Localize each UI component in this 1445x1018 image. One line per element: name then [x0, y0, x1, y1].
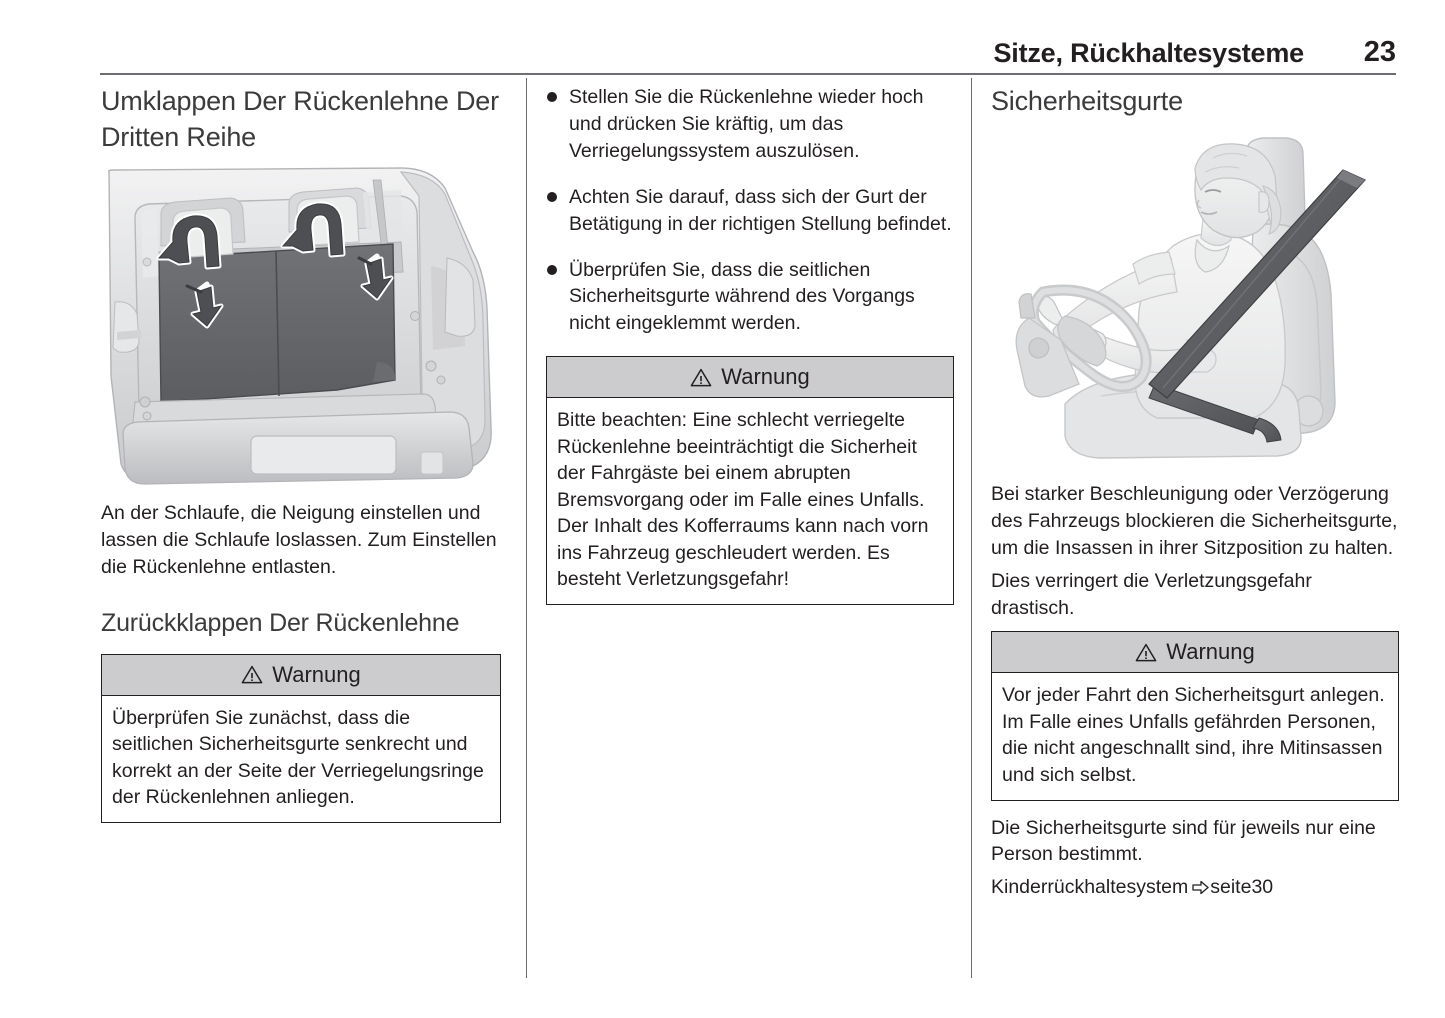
- cross-reference-label: Kinderrückhaltesystem: [991, 876, 1189, 899]
- column-separator-2: [971, 78, 972, 978]
- column-two: [546, 84, 954, 605]
- warning-triangle-icon: [241, 665, 263, 684]
- warning-text-part-2: Der Inhalt des Kofferraums kann nach vorn ins Fahrzeug geschleudert werden. Es besteht Verletzungsgefahr!: [557, 515, 929, 591]
- warning-text-part-1: Bitte beachten: Eine schlecht verriegelte Rückenlehne beeinträchtigt die Sicherheit der Fahrgäste bei einem abrupten Bremsvorgang oder im Falle eines Unfalls.: [557, 409, 925, 511]
- paragraph-blockieren-part-2: Dies verringert die Verletzungsgefahr drastisch.: [991, 569, 1312, 619]
- header-rule: [100, 73, 1396, 75]
- page-number: 23: [1363, 36, 1396, 68]
- list-item: [546, 257, 954, 338]
- warning-triangle-icon: [1135, 643, 1157, 662]
- section-heading-sicherheitsgurte: Sicherheitsgurte: [991, 86, 1183, 116]
- warning-label: Warnung: [1166, 639, 1255, 665]
- bullet-dot-icon: [547, 265, 557, 275]
- warning-box-header: [992, 632, 1398, 673]
- section-heading-umklappen: Umklappen Der Rückenlehne Der Dritten Reihe: [101, 86, 499, 152]
- cross-reference-line: [991, 874, 1399, 901]
- warning-box-column-three: [991, 631, 1399, 800]
- warning-box-header: [102, 655, 500, 696]
- column-one: [101, 84, 501, 823]
- warning-box-column-two: [546, 356, 954, 605]
- warning-box-body: [102, 696, 500, 822]
- bullet-dot-icon: [547, 92, 557, 102]
- warning-text: Überprüfen Sie zunächst, dass die seitlichen Sicherheitsgurte senkrecht und korrekt an der Seite der Verriegelungsringe der Rückenlehnen anliegen.: [112, 706, 484, 809]
- cross-reference-target[interactable]: seite30: [1210, 876, 1274, 899]
- paragraph-schlaufe: An der Schlaufe, die Neigung einstellen und lassen die Schlaufe loslassen. Zum Einstellen die Rückenlehne entlasten.: [101, 501, 497, 578]
- column-separator-1: [526, 78, 527, 978]
- warning-text-part-2: Im Falle eines Unfalls gefährden Personen, die nicht angeschnallt sind, ihre Mitinsassen und sich selbst.: [1002, 710, 1383, 786]
- figure-driver-seatbelt: [991, 134, 1399, 469]
- paragraph-closing-part-1: Die Sicherheitsgurte sind für jeweils nur eine Person bestimmt.: [991, 816, 1376, 866]
- warning-label: Warnung: [272, 661, 361, 687]
- page-title: Sitze, Rückhaltesysteme: [993, 38, 1304, 68]
- warning-text-part-1: Vor jeder Fahrt den Sicherheitsgurt anlegen.: [1002, 684, 1385, 707]
- warning-box-header: [547, 357, 953, 398]
- instruction-bullet-list: [546, 84, 954, 337]
- warning-box-body: [992, 673, 1398, 799]
- bullet-dot-icon: [547, 192, 557, 202]
- page-header: [100, 38, 1396, 78]
- rightwards-arrow-icon: [1192, 876, 1209, 891]
- list-item: [546, 84, 954, 165]
- figure-trunk-seatback-fold: [101, 166, 501, 486]
- paragraph-blockieren-part-1: Bei starker Beschleunigung oder Verzögerung des Fahrzeugs blockieren die Sicherheitsgurte, um die Insassen in ihrer Sitzposition zu halten.: [991, 482, 1398, 559]
- section-heading-zurueckklappen: Zurückklappen Der Rückenlehne: [101, 608, 460, 637]
- warning-box-column-one: [101, 654, 501, 823]
- column-three: [991, 84, 1399, 907]
- list-item: [546, 184, 954, 238]
- warning-label: Warnung: [721, 364, 810, 390]
- warning-box-body: [547, 398, 953, 604]
- list-item-label: Überprüfen Sie, dass die seitlichen Sicherheitsgurte während des Vorgangs nicht eingeklemmt werden.: [569, 258, 915, 335]
- list-item-label: Achten Sie darauf, dass sich der Gurt der Betätigung in der richtigen Stellung befindet.: [569, 185, 952, 235]
- warning-triangle-icon: [690, 368, 712, 387]
- list-item-label: Stellen Sie die Rückenlehne wieder hoch und drücken Sie kräftig, um das Verriegelungssystem auszulösen.: [569, 86, 924, 162]
